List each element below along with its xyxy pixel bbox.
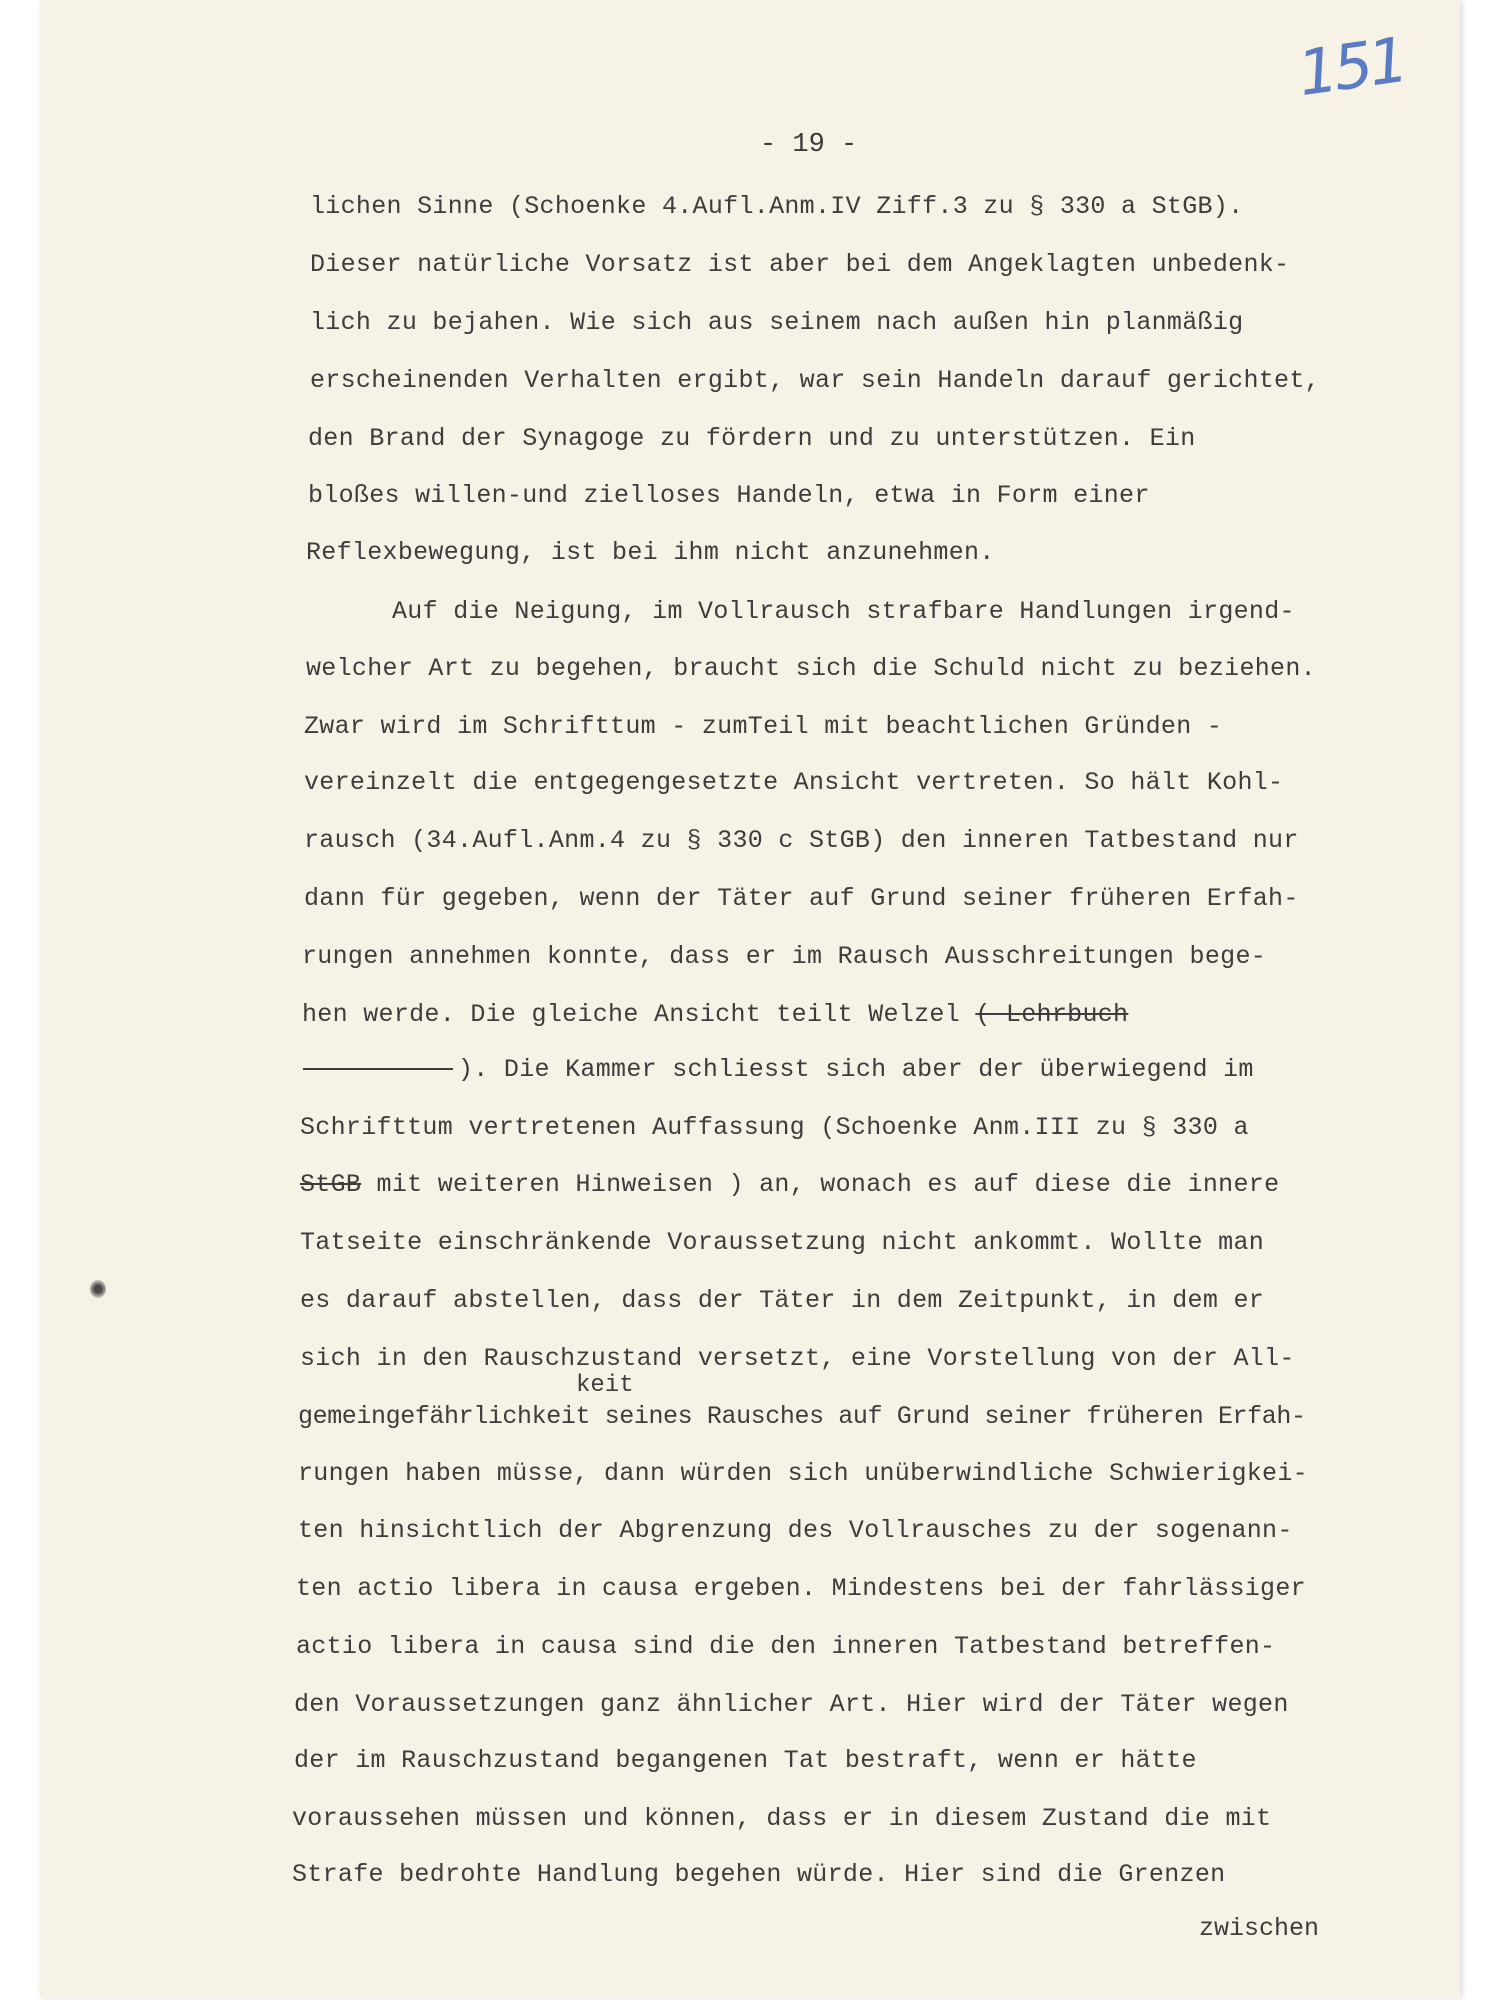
interlinear-correction: keit xyxy=(576,1372,634,1399)
catchword: zwischen xyxy=(1199,1914,1320,1943)
text-line: erscheinenden Verhalten ergibt, war sein Handeln darauf gerichtet, xyxy=(310,366,1320,395)
text-line: ). Die Kammer schliesst sich aber der überwiegend im xyxy=(458,1055,1254,1084)
text-line: es darauf abstellen, dass der Täter in dem Zeitpunkt, in dem er xyxy=(300,1286,1265,1315)
text-line: Tatseite einschränkende Voraussetzung nicht ankommt. Wollte man xyxy=(300,1228,1265,1257)
text-line: ten hinsichtlich der Abgrenzung des Vollrausches zu der sogenann- xyxy=(298,1516,1293,1545)
struck-citation: ( Lehrbuch xyxy=(975,1000,1129,1029)
text-line: Reflexbewegung, ist bei ihm nicht anzunehmen. xyxy=(306,538,995,567)
text-line: actio libera in causa sind die den inneren Tatbestand betreffen- xyxy=(296,1632,1276,1661)
text-line: rungen annehmen konnte, dass er im Rausch Ausschreitungen bege- xyxy=(302,942,1267,971)
text-line: Dieser natürliche Vorsatz ist aber bei dem Angeklagten unbedenk- xyxy=(310,250,1290,279)
text-line: den Brand der Synagoge zu fördern und zu unterstützen. Ein xyxy=(308,424,1196,453)
blank-citation-line xyxy=(303,1068,453,1070)
page-number: - 19 - xyxy=(760,130,858,160)
text-line: bloßes willen-und zielloses Handeln, etwa in Form einer xyxy=(308,481,1150,510)
text-line: den Voraussetzungen ganz ähnlicher Art. Hier wird der Täter wegen xyxy=(294,1690,1289,1719)
text-line: rungen haben müsse, dann würden sich unüberwindliche Schwierigkei- xyxy=(298,1459,1308,1488)
text-line: lichen Sinne (Schoenke 4.Aufl.Anm.IV Ziff.3 zu § 330 a StGB). xyxy=(310,192,1244,221)
paragraph-start-line: Auf die Neigung, im Vollrausch strafbare Handlungen irgend- xyxy=(392,597,1295,626)
struck-stgb: StGB xyxy=(300,1170,362,1199)
text-line: dann für gegeben, wenn der Täter auf Grund seiner früheren Erfah- xyxy=(304,884,1299,913)
text-line: Schrifttum vertretenen Auffassung (Schoenke Anm.III zu § 330 a xyxy=(300,1113,1249,1142)
text-line: lich zu bejahen. Wie sich aus seinem nach außen hin planmäßig xyxy=(310,308,1244,337)
text-line: vereinzelt die entgegengesetzte Ansicht vertreten. So hält Kohl- xyxy=(304,768,1284,797)
text-line: rausch (34.Aufl.Anm.4 zu § 330 c StGB) den inneren Tatbestand nur xyxy=(304,826,1299,855)
text-line xyxy=(302,1000,1128,1029)
text-line-main: mit weiteren Hinweisen ) an, wonach es auf diese die innere xyxy=(376,1170,1280,1199)
text-line xyxy=(300,1170,1279,1199)
text-line: welcher Art zu begehen, braucht sich die Schuld nicht zu beziehen. xyxy=(306,654,1316,683)
text-line: der im Rauschzustand begangenen Tat bestraft, wenn er hätte xyxy=(294,1746,1197,1775)
text-line: ten actio libera in causa ergeben. Mindestens bei der fahrlässiger xyxy=(296,1574,1306,1603)
text-line: voraussehen müssen und können, dass er in diesem Zustand die mit xyxy=(292,1804,1272,1833)
text-line: Zwar wird im Schrifttum - zumTeil mit beachtlichen Gründen - xyxy=(304,712,1223,741)
text-line: Strafe bedrohte Handlung begehen würde. Hier sind die Grenzen xyxy=(292,1860,1226,1889)
punch-hole-mark xyxy=(90,1280,106,1298)
text-line: gemeingefährlichkeit seines Rausches auf Grund seiner früheren Erfah- xyxy=(298,1402,1306,1431)
folio-number: 151 xyxy=(1293,22,1409,111)
text-line-main: hen werde. Die gleiche Ansicht teilt Welzel xyxy=(302,1000,961,1029)
text-line: sich in den Rauschzustand versetzt, eine Vorstellung von der All- xyxy=(300,1344,1295,1373)
